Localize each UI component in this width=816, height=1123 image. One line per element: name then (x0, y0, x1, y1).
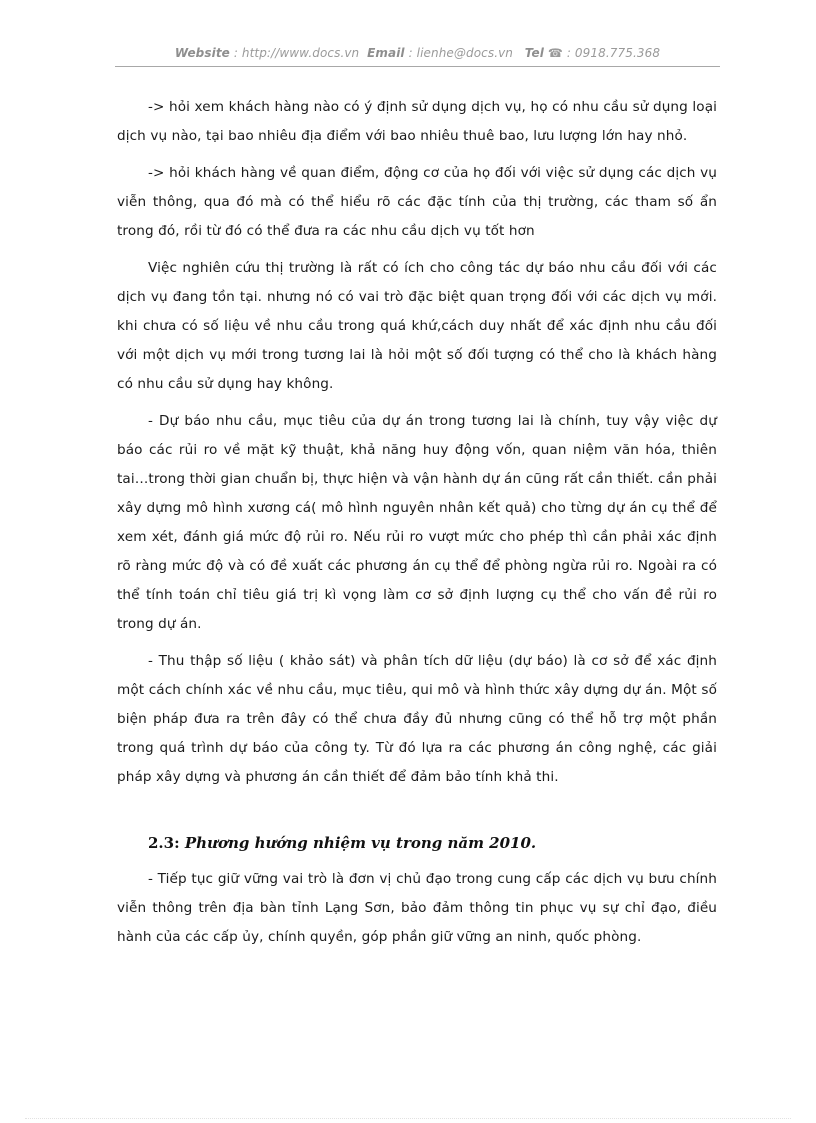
paragraph: - Tiếp tục giữ vững vai trò là đơn vị chủ đạo trong cung cấp các dịch vụ bưu chính viễn thông trên địa bàn tỉnh Lạng Sơn, bảo đảm thông tin phục vụ sự chỉ đạo, điều hành của các cấp ủy, chính quyền, góp phần giữ vững an ninh, quốc phòng. (117, 871, 717, 945)
paragraph: -> hỏi xem khách hàng nào có ý định sử dụng dịch vụ, họ có nhu cầu sử dụng loại dịch vụ nào, tại bao nhiêu địa điểm với bao nhiêu thuê bao, lưu lượng lớn hay nhỏ. (117, 99, 717, 144)
section-title: Phương hướng nhiệm vụ trong năm 2010. (184, 834, 537, 852)
website-label: Website (174, 46, 230, 60)
header-divider (115, 66, 720, 67)
footer-divider (25, 1118, 791, 1119)
section-heading (148, 829, 717, 857)
section-number: 2.3: (148, 834, 180, 852)
document-body (117, 93, 717, 960)
phone-number: : 0918.775.368 (566, 46, 661, 60)
paragraph: - Thu thập số liệu ( khảo sát) và phân tích dữ liệu (dự báo) là cơ sở để xác định một cách chính xác về nhu cầu, mục tiêu, qui mô và hình thức xây dựng dự án. Một số biện pháp đưa ra trên đây có thể chưa đầy đủ nhưng cũng có thể hỗ trợ một phần trong quá trình dự báo của công ty. Từ đó lựa ra các phương án công nghệ, các giải pháp xây dựng và phương án cần thiết để đảm bảo tính khả thi. (117, 653, 717, 785)
paragraph: Việc nghiên cứu thị trường là rất có ích cho công tác dự báo nhu cầu đối với các dịch vụ đang tồn tại. nhưng nó có vai trò đặc biệt quan trọng đối với các dịch vụ mới. khi chưa có số liệu về nhu cầu trong quá khứ,cách duy nhất để xác định nhu cầu đối với một dịch vụ mới trong tương lai là hỏi một số đối tượng có thể cho là khách hàng có nhu cầu sử dụng hay không. (117, 260, 717, 392)
website-url: : http://www.docs.vn (233, 46, 360, 60)
email-address: : lienhe@docs.vn (408, 46, 514, 60)
phone-icon: ☎ (547, 46, 563, 60)
email-label: Email (367, 46, 405, 60)
page-header (115, 46, 720, 66)
tel-label: Tel (524, 46, 544, 60)
paragraph: - Dự báo nhu cầu, mục tiêu của dự án trong tương lai là chính, tuy vậy việc dự báo các rủi ro về mặt kỹ thuật, khả năng huy động vốn, quan niệm văn hóa, thiên tai…trong thời gian chuẩn bị, thực hiện và vận hành dự án cũng rất cần thiết. cần phải xây dựng mô hình xương cá( mô hình nguyên nhân kết quả) cho từng dự án cụ thể để xem xét, đánh giá mức độ rủi ro. Nếu rủi ro vượt mức cho phép thì cần phải xác định rõ ràng mức độ và có đề xuất các phương án cụ thể để phòng ngừa rủi ro. Ngoài ra có thể tính toán chỉ tiêu giá trị kì vọng làm cơ sở định lượng cụ thể cho vấn đề rủi ro trong dự án. (117, 413, 717, 632)
paragraph: -> hỏi khách hàng về quan điểm, động cơ của họ đối với việc sử dụng các dịch vụ viễn thông, qua đó mà có thể hiểu rõ các đặc tính của thị trường, các tham số ẩn trong đó, rồi từ đó có thể đưa ra các nhu cầu dịch vụ tốt hơn (117, 165, 717, 239)
